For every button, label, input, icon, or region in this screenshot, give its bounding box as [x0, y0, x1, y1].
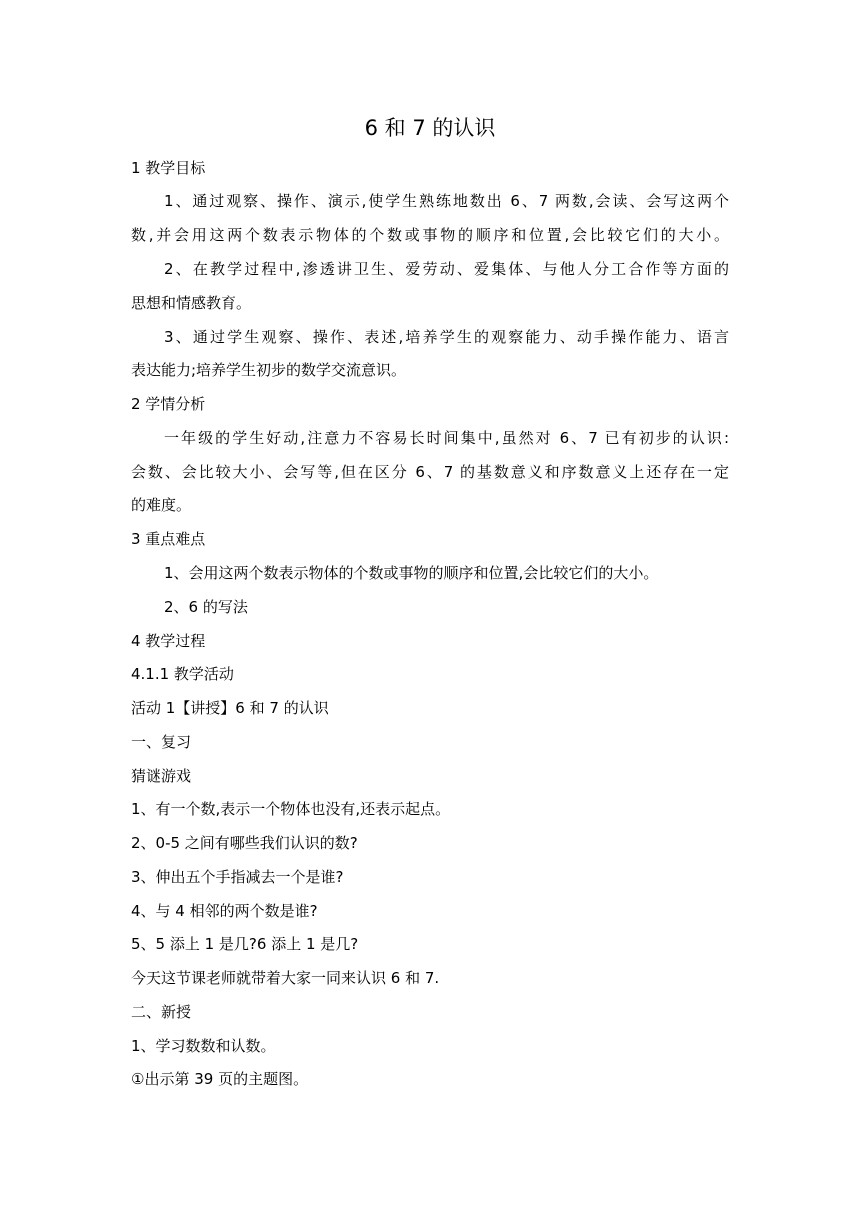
- heading-teaching-activity: 4.1.1 教学活动: [131, 665, 234, 683]
- list-item: 3、伸出五个手指减去一个是谁?: [131, 868, 344, 886]
- paragraph-line: 2、在教学过程中,渗透讲卫生、爱劳动、爱集体、与他人分工合作等方面的: [164, 260, 729, 278]
- paragraph-line: 2、6 的写法: [164, 598, 248, 616]
- paragraph-line: 1、通过观察、操作、演示,使学生熟练地数出 6、7 两数,会读、会写这两个: [164, 192, 729, 210]
- list-item: 1、学习数数和认数。: [131, 1037, 276, 1055]
- list-item: 5、5 添上 1 是几?6 添上 1 是几?: [131, 935, 359, 953]
- activity-title: 活动 1【讲授】6 和 7 的认识: [131, 699, 329, 717]
- paragraph-line: 今天这节课老师就带着大家一同来认识 6 和 7.: [131, 969, 440, 987]
- heading-student-analysis: 2 学情分析: [131, 395, 206, 413]
- paragraph-line: 3、通过学生观察、操作、表述,培养学生的观察能力、动手操作能力、语言: [164, 328, 729, 346]
- section-new-lesson: 二、新授: [131, 1003, 192, 1021]
- page-title: 6 和 7 的认识: [364, 116, 496, 140]
- heading-teaching-goals: 1 教学目标: [131, 159, 206, 177]
- paragraph-line: 的难度。: [131, 496, 192, 514]
- list-item: 4、与 4 相邻的两个数是谁?: [131, 902, 318, 920]
- heading-teaching-process: 4 教学过程: [131, 632, 206, 650]
- heading-key-points: 3 重点难点: [131, 530, 206, 548]
- paragraph-line: 数,并会用这两个数表示物体的个数或事物的顺序和位置,会比较它们的大小。: [131, 226, 729, 244]
- paragraph-line: 会数、会比较大小、会写等,但在区分 6、7 的基数意义和序数意义上还存在一定: [131, 463, 729, 481]
- list-item: ①出示第 39 页的主题图。: [131, 1070, 309, 1088]
- list-item: 2、0-5 之间有哪些我们认识的数?: [131, 834, 358, 852]
- section-review: 一、复习: [131, 733, 192, 751]
- paragraph-line: 一年级的学生好动,注意力不容易长时间集中,虽然对 6、7 已有初步的认识:: [164, 429, 729, 447]
- list-item: 1、有一个数,表示一个物体也没有,还表示起点。: [131, 800, 451, 818]
- riddle-game-label: 猜谜游戏: [131, 767, 192, 785]
- paragraph-line: 1、会用这两个数表示物体的个数或事物的顺序和位置,会比较它们的大小。: [164, 564, 659, 582]
- paragraph-line: 思想和情感教育。: [131, 294, 252, 312]
- paragraph-line: 表达能力;培养学生初步的数学交流意识。: [131, 361, 407, 379]
